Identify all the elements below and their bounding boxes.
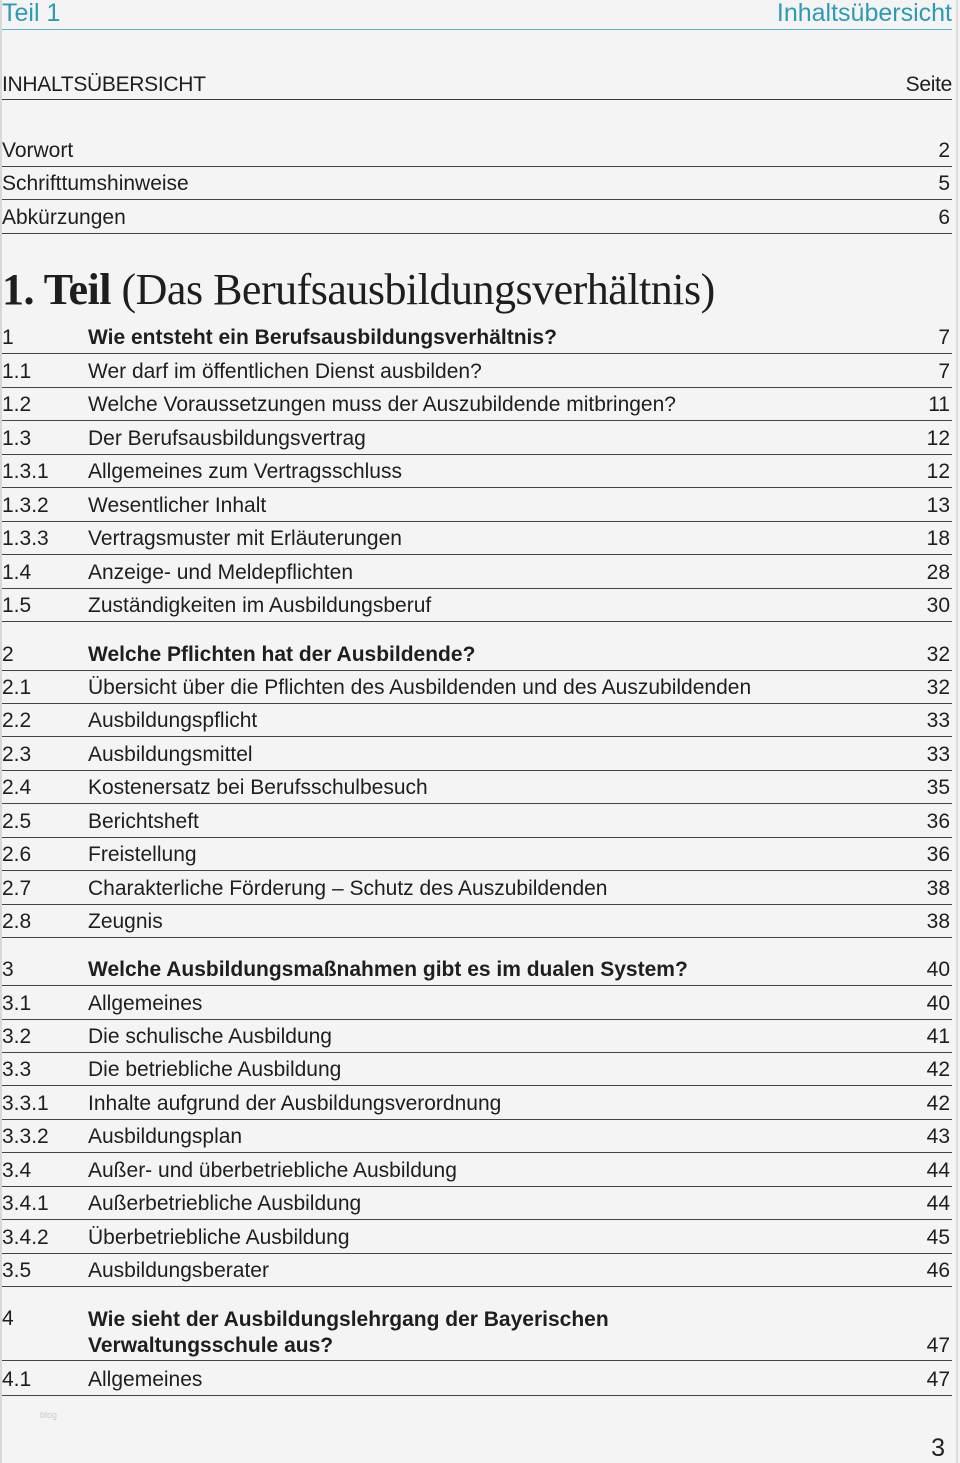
entry-number: 3.4.2 bbox=[2, 1226, 49, 1249]
toc-entry[interactable] bbox=[2, 839, 952, 871]
part-heading-number: 1. Teil bbox=[2, 265, 111, 314]
entry-number: 2.7 bbox=[2, 877, 32, 900]
entry-title: Charakterliche Förderung – Schutz des Auszubildenden bbox=[88, 877, 608, 900]
entry-number: 1.3.1 bbox=[2, 460, 49, 483]
entry-number: 1.3.2 bbox=[2, 494, 49, 517]
entry-title: Vertragsmuster mit Erläuterungen bbox=[88, 527, 402, 550]
toc-entry[interactable] bbox=[2, 672, 952, 704]
toc-entry[interactable] bbox=[2, 490, 952, 522]
entry-page: 40 bbox=[926, 958, 950, 981]
entry-title: Übersicht über die Pflichten des Ausbildenden und des Auszubildenden bbox=[88, 676, 752, 699]
entry-page: 7 bbox=[938, 360, 950, 383]
toc-entry[interactable] bbox=[2, 1088, 952, 1120]
entry-page: 6 bbox=[938, 206, 950, 229]
entry-title: Vorwort bbox=[2, 139, 74, 162]
entry-title: Ausbildungsberater bbox=[88, 1259, 269, 1282]
entry-title-line-2: Verwaltungsschule aus? bbox=[88, 1334, 334, 1357]
entry-page: 46 bbox=[926, 1259, 950, 1282]
toc-entry[interactable] bbox=[2, 772, 952, 804]
entry-page: 7 bbox=[938, 326, 950, 349]
toc-entry[interactable] bbox=[2, 1364, 952, 1396]
entry-number: 3.5 bbox=[2, 1259, 32, 1282]
entry-page: 42 bbox=[926, 1092, 950, 1115]
toc-entry[interactable] bbox=[2, 873, 952, 905]
entry-title: Anzeige- und Meldepflichten bbox=[88, 561, 354, 584]
toc-entry[interactable] bbox=[2, 1306, 952, 1361]
entry-number: 2.5 bbox=[2, 810, 32, 833]
toc-entry-vorwort[interactable] bbox=[2, 135, 952, 167]
toc-entry-schrifttumshinweise[interactable] bbox=[2, 168, 952, 200]
entry-number: 1.5 bbox=[2, 594, 32, 617]
entry-number: 2 bbox=[2, 643, 14, 666]
toc-entry[interactable] bbox=[2, 988, 952, 1020]
entry-title: Außer- und überbetriebliche Ausbildung bbox=[88, 1159, 457, 1182]
page-number: 3 bbox=[931, 1434, 945, 1462]
entry-title: Welche Ausbildungsmaßnahmen gibt es im dualen System? bbox=[88, 958, 688, 981]
entry-number: 3.3.2 bbox=[2, 1125, 49, 1148]
toc-header bbox=[2, 70, 952, 100]
entry-title: Allgemeines zum Vertragsschluss bbox=[88, 460, 402, 483]
entry-number: 3.3 bbox=[2, 1058, 32, 1081]
entry-number: 1.3 bbox=[2, 427, 32, 450]
entry-title: Ausbildungsplan bbox=[88, 1125, 243, 1148]
entry-title: Die schulische Ausbildung bbox=[88, 1025, 332, 1048]
toc-entry[interactable] bbox=[2, 806, 952, 838]
part-heading bbox=[2, 262, 715, 318]
entry-title: Berichtsheft bbox=[88, 810, 199, 833]
entry-title: Abkürzungen bbox=[2, 206, 126, 229]
entry-number: 3.3.1 bbox=[2, 1092, 49, 1115]
entry-number: 2.1 bbox=[2, 676, 32, 699]
running-head-section: Inhaltsübersicht bbox=[776, 0, 952, 27]
entry-title: Allgemeines bbox=[88, 1368, 203, 1391]
entry-number: 2.2 bbox=[2, 709, 32, 732]
entry-page: 36 bbox=[926, 810, 950, 833]
entry-number: 1.1 bbox=[2, 360, 32, 383]
entry-page: 44 bbox=[926, 1192, 950, 1215]
page-edge-right bbox=[956, 0, 958, 1463]
entry-title: Ausbildungsmittel bbox=[88, 743, 253, 766]
toc-page-label: Seite bbox=[905, 73, 952, 96]
toc-entry[interactable] bbox=[2, 1021, 952, 1053]
toc-entry[interactable] bbox=[2, 954, 952, 986]
entry-number: 1.3.3 bbox=[2, 527, 49, 550]
entry-title: Freistellung bbox=[88, 843, 197, 866]
toc-entry[interactable] bbox=[2, 590, 952, 622]
entry-page: 12 bbox=[926, 427, 950, 450]
entry-number: 2.3 bbox=[2, 743, 32, 766]
entry-title: Inhalte aufgrund der Ausbildungsverordnung bbox=[88, 1092, 502, 1115]
toc-entry[interactable] bbox=[2, 356, 952, 388]
toc-entry[interactable] bbox=[2, 705, 952, 737]
toc-entry-abkuerzungen[interactable] bbox=[2, 202, 952, 234]
entry-page: 40 bbox=[926, 992, 950, 1015]
entry-title: Welche Voraussetzungen muss der Auszubildende mitbringen? bbox=[88, 393, 676, 416]
toc-entry[interactable] bbox=[2, 1121, 952, 1153]
entry-page: 28 bbox=[926, 561, 950, 584]
entry-page: 47 bbox=[926, 1368, 950, 1391]
entry-page: 5 bbox=[938, 172, 950, 195]
entry-number: 3.2 bbox=[2, 1025, 32, 1048]
entry-title-line-1: Wie sieht der Ausbildungslehrgang der Bayerischen bbox=[88, 1308, 609, 1331]
toc-entry[interactable] bbox=[2, 1222, 952, 1254]
entry-page: 38 bbox=[926, 910, 950, 933]
entry-number: 1.2 bbox=[2, 393, 32, 416]
entry-number: 2.8 bbox=[2, 910, 32, 933]
toc-entry[interactable] bbox=[2, 523, 952, 555]
toc-entry[interactable] bbox=[2, 322, 952, 354]
entry-title: Zuständigkeiten im Ausbildungsberuf bbox=[88, 594, 432, 617]
entry-number: 3.4 bbox=[2, 1159, 32, 1182]
toc-entry[interactable] bbox=[2, 1255, 952, 1287]
entry-title: Wer darf im öffentlichen Dienst ausbilden? bbox=[88, 360, 482, 383]
running-head bbox=[2, 0, 952, 30]
entry-title: Außerbetriebliche Ausbildung bbox=[88, 1192, 362, 1215]
toc-entry[interactable] bbox=[2, 1054, 952, 1086]
entry-title: Allgemeines bbox=[88, 992, 203, 1015]
entry-page: 30 bbox=[926, 594, 950, 617]
toc-entry[interactable] bbox=[2, 423, 952, 455]
entry-page: 36 bbox=[926, 843, 950, 866]
entry-number: 3.1 bbox=[2, 992, 32, 1015]
entry-number: 1.4 bbox=[2, 561, 32, 584]
toc-entry[interactable] bbox=[2, 389, 952, 421]
entry-page: 32 bbox=[926, 643, 950, 666]
entry-title: Die betriebliche Ausbildung bbox=[88, 1058, 342, 1081]
entry-number: 1 bbox=[2, 326, 14, 349]
toc-entry[interactable] bbox=[2, 906, 952, 938]
entry-title: Der Berufsausbildungsvertrag bbox=[88, 427, 366, 450]
entry-number: 3.4.1 bbox=[2, 1192, 49, 1215]
entry-title: Schrifttumshinweise bbox=[2, 172, 189, 195]
entry-number: 3 bbox=[2, 958, 14, 981]
entry-page: 32 bbox=[926, 676, 950, 699]
entry-page: 12 bbox=[926, 460, 950, 483]
entry-page: 38 bbox=[926, 877, 950, 900]
entry-title: Welche Pflichten hat der Ausbildende? bbox=[88, 643, 476, 666]
entry-page: 11 bbox=[928, 393, 950, 416]
entry-number: 4.1 bbox=[2, 1368, 32, 1391]
entry-page: 33 bbox=[926, 743, 950, 766]
entry-page: 47 bbox=[926, 1334, 950, 1357]
running-head-part: Teil 1 bbox=[2, 0, 61, 27]
entry-page: 18 bbox=[926, 527, 950, 550]
entry-page: 33 bbox=[926, 709, 950, 732]
entry-page: 45 bbox=[926, 1226, 950, 1249]
watermark: blog bbox=[40, 1410, 58, 1420]
entry-title: Zeugnis bbox=[88, 910, 163, 933]
entry-page: 13 bbox=[926, 494, 950, 517]
entry-number: 4 bbox=[2, 1307, 14, 1330]
toc-title: INHALTSÜBERSICHT bbox=[2, 73, 206, 96]
entry-number: 2.6 bbox=[2, 843, 32, 866]
toc-entry[interactable] bbox=[2, 1188, 952, 1220]
toc-entry[interactable] bbox=[2, 639, 952, 671]
toc-entry[interactable] bbox=[2, 1155, 952, 1187]
toc-entry[interactable] bbox=[2, 557, 952, 589]
entry-title: Wesentlicher Inhalt bbox=[88, 494, 267, 517]
entry-title: Wie entsteht ein Berufsausbildungsverhältnis? bbox=[88, 326, 557, 349]
entry-page: 42 bbox=[926, 1058, 950, 1081]
toc-entry[interactable] bbox=[2, 456, 952, 488]
entry-page: 41 bbox=[926, 1025, 950, 1048]
entry-page: 2 bbox=[938, 139, 950, 162]
entry-title: Kostenersatz bei Berufsschulbesuch bbox=[88, 776, 428, 799]
entry-number: 2.4 bbox=[2, 776, 32, 799]
toc-entry[interactable] bbox=[2, 739, 952, 771]
entry-page: 44 bbox=[926, 1159, 950, 1182]
part-heading-subtitle: (Das Berufsausbildungsverhältnis) bbox=[111, 265, 715, 314]
entry-page: 35 bbox=[926, 776, 950, 799]
entry-title: Ausbildungspflicht bbox=[88, 709, 258, 732]
entry-title: Überbetriebliche Ausbildung bbox=[88, 1226, 350, 1249]
entry-page: 43 bbox=[926, 1125, 950, 1148]
